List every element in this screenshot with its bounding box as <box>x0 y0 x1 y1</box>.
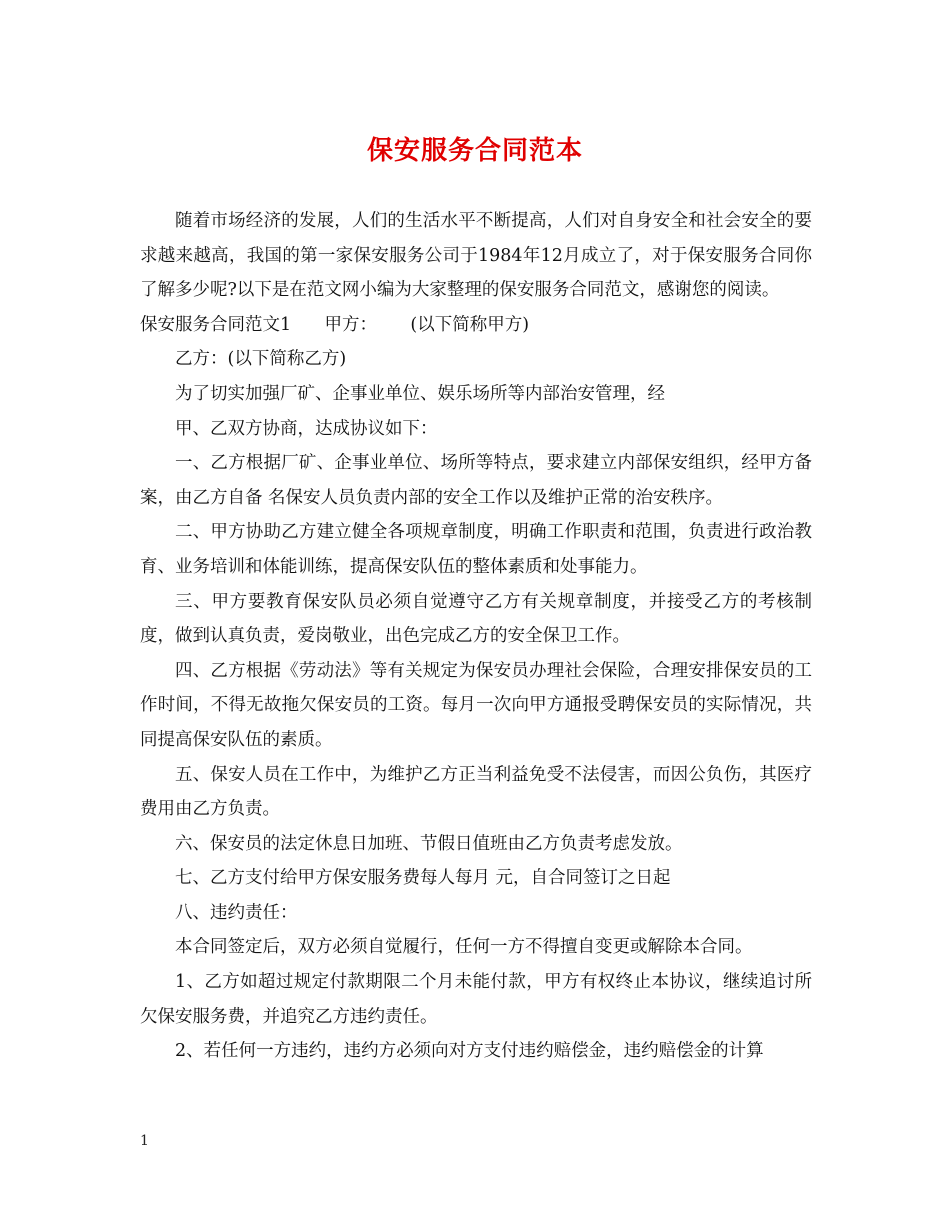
clause-4: 四、乙方根据《劳动法》等有关规定为保安员办理社会保险，合理安排保安员的工作时间，不得无故拖欠保安员的工资。每月一次向甲方通报受聘保安员的实际情况，共同提高保安队伍的素质。 <box>140 660 812 750</box>
clause-8: 八、违约责任： <box>175 902 298 923</box>
clause-6: 六、保安员的法定休息日加班、节假日值班由乙方负责考虑发放。 <box>175 833 683 854</box>
clause-5: 五、保安人员在工作中，为维护乙方正当利益免受不法侵害，而因公负伤，其医疗费用由乙方负责。 <box>140 764 812 820</box>
clause-1: 一、乙方根据厂矿、企事业单位、场所等特点，要求建立内部保安组织，经甲方备案，由乙方自备 名保安人员负责内部的安全工作以及维护正常的治安秩序。 <box>140 453 812 508</box>
clause-3: 三、甲方要教育保安队员必须自觉遵守乙方有关规章制度，并接受乙方的考核制度，做到认真负责，爱岗敬业，出色完成乙方的安全保卫工作。 <box>140 591 812 647</box>
intro-paragraph: 随着市场经济的发展，人们的生活水平不断提高，人们对自身安全和社会安全的要求越来越高，我国的第一家保安服务公司于1984年12月成立了，对于保安服务合同你了解多少呢?以下是在范文网小编为大家整理的保安服务合同范文，感谢您的阅读。 <box>140 211 812 301</box>
sample-heading-line <box>140 308 812 343</box>
clause-2: 二、甲方协助乙方建立健全各项规章制度，明确工作职责和范围，负责进行政治教育、业务培训和体能训练，提高保安队伍的整体素质和处事能力。 <box>140 522 812 577</box>
party-b-line: 乙方：(以下简称乙方) <box>175 349 347 370</box>
party-a-label: 甲方： <box>324 314 378 335</box>
breach-item-1: 1、乙方如超过规定付款期限二个月未能付款，甲方有权终止本协议，继续追讨所欠保安服务费，并追究乙方违约责任。 <box>140 972 812 1027</box>
party-a-note: (以下简称甲方) <box>410 314 530 335</box>
preamble-line-2: 甲、乙双方协商，达成协议如下： <box>175 418 438 439</box>
sample-heading: 保安服务合同范文1 <box>140 314 292 335</box>
document-title: 保安服务合同范本 <box>366 136 583 166</box>
page-number: 1 <box>140 1133 149 1149</box>
preamble-line-1: 为了切实加强厂矿、企事业单位、娱乐场所等内部治安管理，经 <box>175 383 665 404</box>
clause-7: 七、乙方支付给甲方保安服务费每人每月 元，自合同签订之日起 <box>175 868 671 889</box>
breach-intro: 本合同签定后，双方必须自觉履行，任何一方不得擅自变更或解除本合同。 <box>175 937 753 958</box>
breach-item-2: 2、若任何一方违约，违约方必须向对方支付违约赔偿金，违约赔偿金的计算 <box>175 1041 764 1062</box>
document-body <box>140 204 812 1069</box>
